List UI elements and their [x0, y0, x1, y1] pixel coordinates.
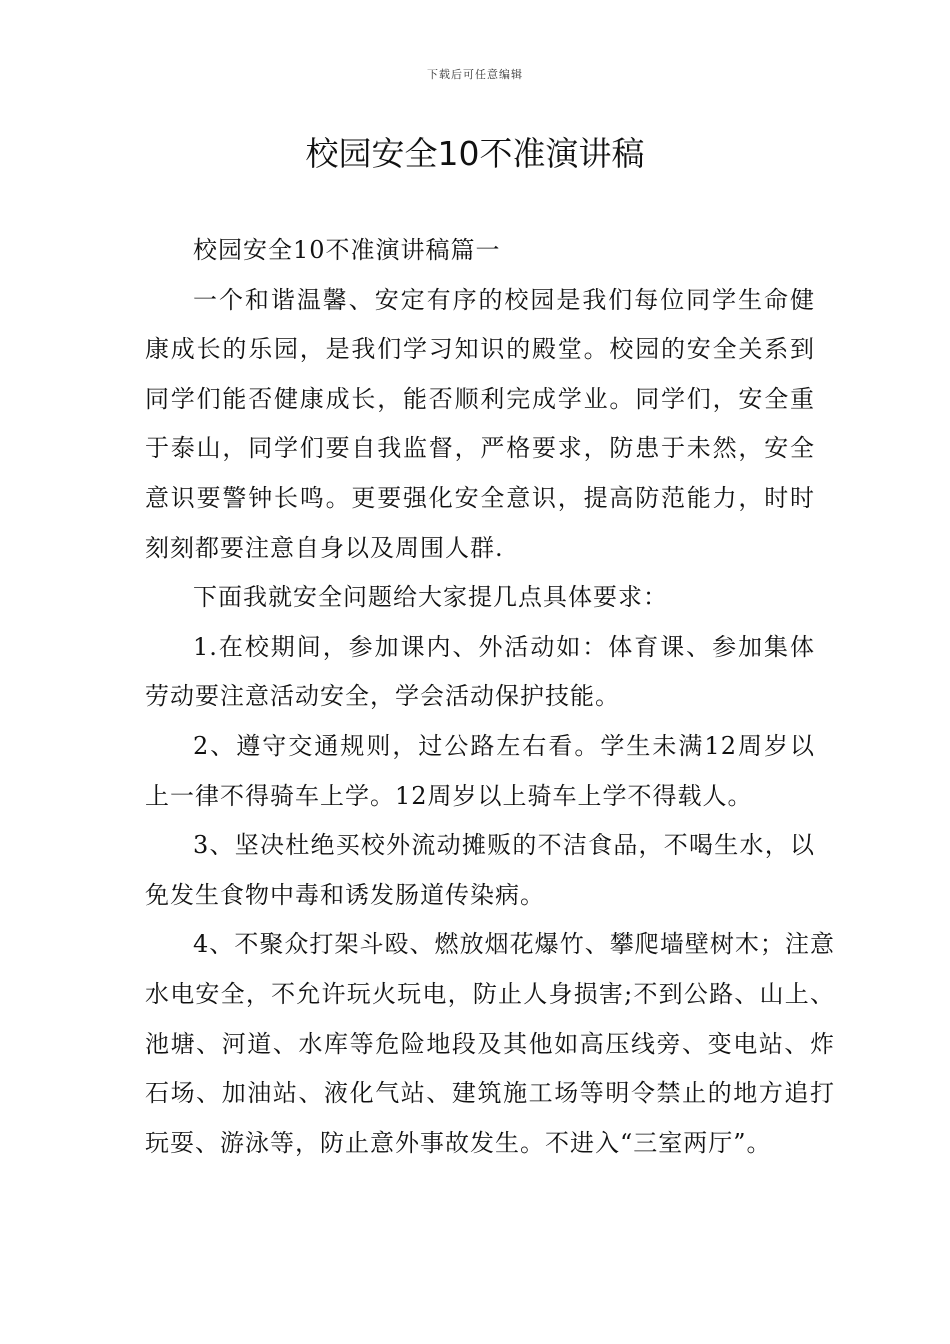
- paragraph-item-2: 2、遵守交通规则，过公路左右看。学生未满12周岁以上一律不得骑车上学。12周岁以上骑车上学不得载人。: [145, 731, 815, 810]
- paragraph-intro: 一个和谐温馨、安定有序的校园是我们每位同学生命健康成长的乐园，是我们学习知识的殿堂。校园的安全关系到同学们能否健康成长，能否顺利完成学业。同学们，安全重于泰山，同学们要自我监督，严格要求，防患于未然，安全意识要警钟长鸣。更要强化安全意识，提高防范能力，时时刻刻都要注意自身以及周围人群.: [145, 285, 815, 562]
- document-body: [145, 226, 835, 1168]
- paragraph-requirements-lead: 下面我就安全问题给大家提几点具体要求：: [193, 583, 668, 612]
- paragraph-subtitle: 校园安全10不准演讲稿篇一: [193, 236, 501, 264]
- header-note: 下载后可任意编辑: [427, 68, 523, 81]
- paragraph-item-3: 3、坚决杜绝买校外流动摊贩的不洁食品，不喝生水，以免发生食物中毒和诱发肠道传染病。: [145, 831, 815, 909]
- paragraph-item-1: 1.在校期间，参加课内、外活动如：体育课、参加集体劳动要注意活动安全，学会活动保护技能。: [145, 632, 815, 711]
- document-title: 校园安全10不准演讲稿: [305, 134, 645, 173]
- paragraph-item-4: 4、不聚众打架斗殴、燃放烟花爆竹、攀爬墙壁树木；注意水电安全，不允许玩火玩电，防止人身损害;不到公路、山上、池塘、河道、水库等危险地段及其他如高压线旁、变电站、炸石场、加油站、液化气站、建筑施工场等明令禁止的地方追打玩耍、游泳等，防止意外事故发生。不进入“三室两厅”。: [145, 930, 835, 1157]
